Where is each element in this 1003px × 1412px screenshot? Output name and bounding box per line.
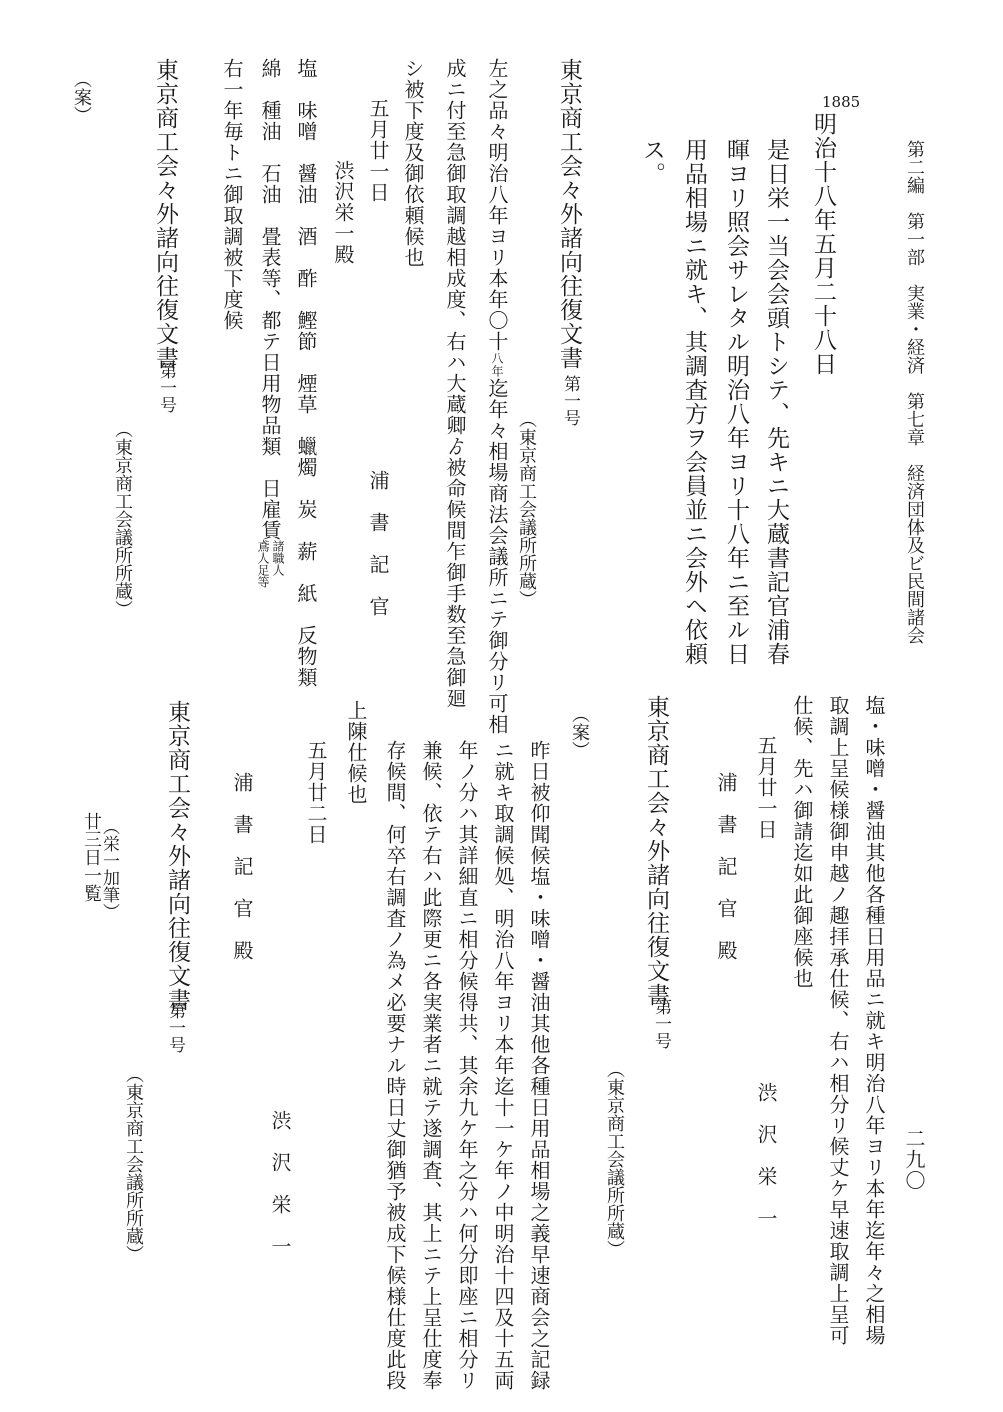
items-line-2: 綿 種油 石油 畳表等、都テ日用物品類 日雇賃 [258, 58, 282, 541]
letter-sender: 浦 書 記 官 [366, 470, 390, 617]
letter-line-3: シ被下度及御依頼候也 [401, 58, 425, 268]
doc4-source: （東京商工会議所所蔵） [123, 1065, 144, 1263]
reply-line-1: 昨日被仰聞候塩・味噌・醤油其他各種日用品相場之義早速商会之記録 [527, 740, 551, 1391]
doc2-source: （東京商工会議所所蔵） [112, 420, 133, 618]
letter-date: 五月廿一日 [366, 98, 390, 203]
reply-line-3: 年ノ分ハ其詳細直ニ相分候得共、其余九ケ年之分ハ何分即座ニ相分リ [455, 740, 479, 1391]
cont-sender: 渋 沢 栄 一 [754, 1082, 778, 1229]
reply-line-5: 存候間、何卒右調査ノ為メ必要ナル時日丈御猶予被成下候様仕度此段 [383, 740, 407, 1391]
doc3-volume: 第一号 [651, 998, 671, 1049]
doc4-title: 東京商工会々外諸向往復文書 [164, 700, 190, 1012]
cont-line-2: 取調上呈候様御申越ノ趣拝承仕候、右ハ相分リ候丈ケ早速取調上呈可 [826, 695, 850, 1346]
letter-line-1: 左之品々明治八年ヨリ本年〇十八年迄年々相場商法会議所ニテ御分リ可相 [485, 58, 509, 735]
doc1-source: （東京商工会議所所蔵） [516, 410, 537, 608]
cont-line-3: 仕候、先ハ御請迄如此御座候也 [790, 695, 814, 989]
editor-note-2: 廿三日一覧 [81, 812, 102, 902]
cont-addressee: 浦 書 記 官 殿 [714, 772, 738, 961]
items-note-2: 鳶人足等 [256, 540, 270, 588]
letter-addressee: 渋沢栄一殿 [331, 160, 355, 265]
doc1-volume: 第一号 [560, 375, 580, 426]
editor-note-1: （栄一加筆） [99, 818, 119, 920]
reply-line-2: ニ就キ取調候処、明治八年ヨリ本年迄十一ケ年ノ中明治十四及十五両 [491, 740, 515, 1391]
an-note-top: （案） [71, 70, 92, 124]
doc3-source: （東京商工会議所所蔵） [604, 1060, 625, 1258]
intro-line-3: 用品相場ニ就キ、其調査方ヲ会員並ニ会外ヘ依頼 [681, 138, 707, 666]
doc2-title: 東京商工会々外諸向往復文書 [152, 58, 178, 370]
cont-date: 五月廿一日 [754, 735, 778, 840]
items-line-1: 塩 味噌 醤油 酒 酢 鰹節 煙草 蠟燭 炭 薪 紙 反物類 [294, 58, 318, 688]
doc1-title: 東京商工会々外諸向往復文書 [556, 58, 582, 370]
reply-line-4: 兼候、依テ右ハ此際更ニ各実業者ニ就テ遂調査、其上ニテ上呈仕度奉 [419, 740, 443, 1391]
intro-line-4: ス。 [639, 138, 665, 186]
doc2-volume: 第一号 [156, 362, 176, 413]
year-note: 1885 [822, 93, 861, 111]
intro-line-1: 是日栄一当会会頭トシテ、先キニ大蔵書記官浦春 [763, 138, 789, 666]
doc3-title: 東京商工会々外諸向往復文書 [643, 695, 669, 1007]
an-note-bottom: （案） [569, 705, 590, 759]
reply-sender: 渋 沢 栄 一 [268, 1110, 292, 1257]
cont-line-1: 塩・味噌・醤油其他各種日用品ニ就キ明治八年ヨリ本年迄年々之相場 [862, 695, 886, 1346]
letter-line-2: 成ニ付至急御取調越相成度、右ハ大蔵卿ゟ被命候間乍御手数至急御廻 [443, 58, 467, 709]
items-note-1: 諸職人 [271, 540, 285, 576]
reply-addressee: 浦 書 記 官 殿 [230, 772, 254, 961]
page-number: 二九〇 [902, 1128, 926, 1191]
reply-date: 五月廿二日 [304, 740, 328, 845]
items-close: 右一年毎トニ御取調被下度候 [220, 58, 244, 331]
doc4-volume: 第一号 [165, 1002, 185, 1053]
date-heading: 明治十八年五月二十八日 [810, 112, 836, 376]
running-head: 第二編 第一部 実業・経済 第七章 経済団体及ビ民間諸会 [904, 140, 925, 644]
reply-line-6: 上陳仕候也 [344, 700, 368, 805]
intro-line-2: 暉ヨリ照会サレタル明治八年ヨリ十八年ニ至ル日 [723, 138, 749, 666]
